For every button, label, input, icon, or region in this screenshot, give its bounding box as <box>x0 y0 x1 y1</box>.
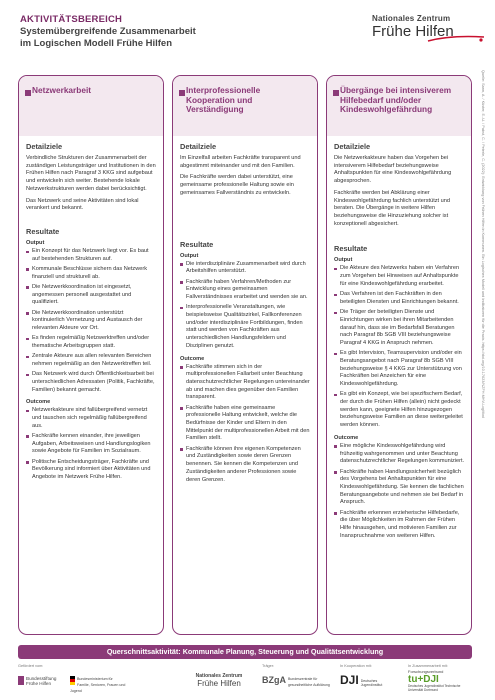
outcome-title: Outcome <box>334 434 359 441</box>
details-paragraph: Verbindliche Strukturen der Zusammenarbeit der zuständigen Leistungsträger und Institutionen in den Frühen Hilfen nach Paragraf 3 KKG sind aufgebaut und entwickeln sich weiter. Bestehende lokale Netzwerkstrukturen werden dabei berücksichtigt. <box>26 155 156 192</box>
area-label: AKTIVITÄTSBEREICH <box>20 14 123 25</box>
coop-label: In Kooperation mit: <box>340 664 372 668</box>
list-item: Zentrale Akteure aus allen relevanten Bereichen nehmen regelmäßig an den Netzwerktreffen teil. <box>26 353 157 368</box>
details-title: Detailziele <box>334 142 371 151</box>
outcome-list <box>180 364 311 485</box>
column-interprofessionelle-kooperation <box>172 75 318 635</box>
dji-logo: DJI Deutsches Jugendinstitut <box>340 673 383 687</box>
bzga-logo: BZgA Bundeszentrale für gesundheitliche Aufklärung <box>262 675 330 687</box>
output-list <box>180 261 311 351</box>
network-group <box>408 664 472 698</box>
list-item: Das Netzwerk wird durch Öffentlichkeitsarbeit bei unterschiedlichen Adressaten (Politik, Fachkräfte, Familien) bekannt gemacht. <box>26 371 157 394</box>
column-header <box>19 76 163 136</box>
details-paragraph: Fachkräfte werden bei Abklärung einer Kindeswohlgefährdung fachlich unterstützt und beraten. Die Übergänge in weitere Hilfen beziehungsweise die Hinzuziehung solcher ist konzeptionell abgesichert. <box>334 189 450 227</box>
carrier-label: Träger: <box>262 664 275 668</box>
outcome-list <box>334 443 465 541</box>
results-title: Resultate <box>180 239 214 249</box>
list-item: Kommunale Beschlüsse sichern das Netzwerk finanziell und strukturell ab. <box>26 266 157 281</box>
details-paragraph: Die Fachkräfte werden dabei unterstützt, eine gemeinsame professionelle Haltung sowie ein gemeinsames Fallverständnis zu entwickeln. <box>180 174 294 196</box>
list-item: Fachkräfte haben Handlungssicherheit bezüglich des Vorgehens bei Anhaltspunkten für eine Kindeswohlgefährdung. Sie kennen die fachlichen Beratungsangebote und nehmen sie bei Bedarf in Anspruch. <box>334 469 465 508</box>
details-paragraph: Im Einzelfall arbeiten Fachkräfte transparent und abgestimmt miteinander und mit den Familien. <box>180 155 301 169</box>
list-item: Eine mögliche Kindeswohlgefährdung wird frühzeitig wahrgenommen und unter Beachtung datenschutzrechtlicher Regelungen kommuniziert. <box>334 443 465 466</box>
list-item: Fachkräfte haben Verfahren/Methoden zur Entwicklung eines gemeinsamen Fallverständnisses erarbeitet und wenden sie an. <box>180 279 311 302</box>
nzfh-footer-logo: Nationales Zentrum Frühe Hilfen <box>195 673 243 688</box>
column-header <box>327 76 471 136</box>
page-header <box>20 14 320 50</box>
page-title: Systemübergreifende Zusammenarbeit im Logischen Modell Frühe Hilfen <box>20 26 196 49</box>
source-credit: Quelle: Sann, A. / Küster, E.-U. / Pabst, C. / Peterle, C. (2022): Entwicklung von Frühen Hilfen in Kommunen. Ein Logisches Modell und Indikatoren für die Praxis. https://doi.org/10.17623/NZFH:MHV-LogMod <box>481 70 485 418</box>
column-title: Netzwerkarbeit <box>32 85 92 95</box>
funder-logo-bmfsfj: Bundesministerium für Familie, Senioren, Frauen und Jugend <box>70 677 126 693</box>
square-bullet-icon <box>333 90 339 96</box>
list-item: Interprofessionelle Veranstaltungen, wie beispielsweise Qualitätszirkel, Fallkonferenzen und/oder interdisziplinäre Fortbildungen, finden statt und werden von Fachkräften aus unterschiedlichen Handlungsfeldern und Disziplinen genutzt. <box>180 304 311 350</box>
bundesstiftung-icon <box>18 676 24 685</box>
list-item: Es gibt ein Konzept, wie bei spezifischem Bedarf, der durch die Frühen Hilfen (allein) nicht gedeckt werden kann, geeignete Hilfen hinzugezogen beziehungsweise Familien an diese weitergeleitet werden können. <box>334 391 465 430</box>
list-item: Fachkräfte kennen einander, ihre jeweiligen Aufgaben, Arbeitsweisen und Handlungslogiken sowie Angebote für Familien im Sozialraum. <box>26 433 157 456</box>
output-title: Output <box>26 240 45 247</box>
output-title: Output <box>334 257 353 264</box>
column-uebergaenge-kindeswohl <box>326 75 472 635</box>
list-item: Fachkräfte erkennen erzieherische Hilfebedarfe, die über Möglichkeiten im Rahmen der Frühen Hilfe hinausgehen, und motivieren Familien zur Inanspruchnahme von weiteren Hilfen. <box>334 510 465 541</box>
details-paragraph: Die Netzwerkakteure haben das Vorgehen bei intensiverem Hilfebedarf beziehungsweise Anhaltspunkten für eine Kindeswohlgefährdung abgesprochen. <box>334 155 452 185</box>
list-item: Die Netzwerkkoordination unterstützt kontinuierlich Vernetzung und Austausch der relevanten Akteure vor Ort. <box>26 310 157 333</box>
funder-logo-bundesstiftung: Bundesstiftung Frühe Hilfen <box>18 676 62 686</box>
details-paragraph: Das Netzwerk und seine Aktivitäten sind lokal verankert und bekannt. <box>26 197 139 212</box>
logo-swoosh-icon <box>426 34 486 44</box>
outcome-title: Outcome <box>26 399 51 406</box>
details-title: Detailziele <box>26 142 63 151</box>
list-item: Es gibt Intervision, Teamsupervision und/oder ein Beratungsangebot nach Paragraf 8b SGB VIII beziehungsweise § 4 KKG zur Unterstützung von Fachkräften bei Anzeichen für eine Kindeswohlgefährdung. <box>334 350 465 389</box>
carrier-group <box>262 664 332 698</box>
square-bullet-icon <box>25 90 31 96</box>
column-netzwerkarbeit <box>18 75 164 635</box>
tu-dji-logo: Forschungsverbund tu+DJI Deutsches Jugendinstitut Technische Universität Dortmund <box>408 669 461 692</box>
output-list <box>334 265 465 429</box>
nzfh-logo: Nationales Zentrum Frühe Hilfen <box>372 14 484 39</box>
crosscutting-banner: Querschnittsaktivität: Kommunale Planung, Steuerung und Qualitätsentwicklung <box>18 645 472 659</box>
list-item: Die interdisziplinäre Zusammenarbeit wird durch Arbeitshilfen unterstützt. <box>180 261 311 276</box>
funder-group <box>18 664 128 698</box>
list-item: Das Verfahren ist den Fachkräften in den beteiligten Diensten und Einrichtungen bekannt. <box>334 291 465 306</box>
column-header <box>173 76 317 136</box>
list-item: Ein Konzept für das Netzwerk liegt vor. Es baut auf bestehenden Strukturen auf. <box>26 248 157 263</box>
list-item: Netzwerkakteure sind fallübergreifend vernetzt und tauschen sich regelmäßig fallübergreifend aus. <box>26 407 157 430</box>
list-item: Die Akteure des Netzwerks haben ein Verfahren zum Vorgehen bei Hinweisen auf Anhaltspunkte für eine Kindeswohlgefährdung erarbeitet. <box>334 265 465 288</box>
outcome-title: Outcome <box>180 355 205 362</box>
outcome-list <box>26 407 157 481</box>
output-list <box>26 248 157 394</box>
list-item: Es finden regelmäßig Netzwerktreffen und/oder thematische Arbeitsgruppen statt. <box>26 335 157 350</box>
list-item: Die Träger der beteiligten Dienste und Einrichtungen wirken bei ihren Mitarbeitenden darauf hin, dass sie im Bedarfsfall Beratungen nach Paragraf 8b SGB VIII beziehungsweise Paragraf 4 KKG in Anspruch nehmen. <box>334 309 465 348</box>
results-title: Resultate <box>26 227 60 237</box>
details-title: Detailziele <box>180 142 217 151</box>
column-title: Übergänge bei intensiverem Hilfebedarf und/oder Kindeswohlgefährdung <box>340 85 452 115</box>
footer-logos <box>18 664 472 698</box>
list-item: Die Netzwerkkoordination ist eingesetzt, angemessen personell ausgestattet und qualifiziert. <box>26 284 157 307</box>
list-item: Fachkräfte können ihre eigenen Kompetenzen und Zuständigkeiten sowie deren Grenzen benennen. Sie kennen die Kompetenzen und Zuständigkeiten anderer Professionen sowie deren Grenzen. <box>180 446 311 485</box>
column-title: Interprofessionelle Kooperation und Verständigung <box>186 85 261 115</box>
square-bullet-icon <box>179 90 185 96</box>
list-item: Fachkräfte haben eine gemeinsame professionelle Haltung entwickelt, welche die Bedürfnisse der Kinder und Eltern in den Mittelpunkt der multiprofessionellen Arbeit mit den Familien stellt. <box>180 405 311 444</box>
network-label: In Zusammenarbeit mit: <box>408 664 448 668</box>
coop-group <box>340 664 396 698</box>
output-title: Output <box>180 252 199 259</box>
list-item: Fachkräfte stimmen sich in der multiprofessionellen Fallarbeit unter Beachtung datenschutzrechtlicher Regelungen untereinander ab und machen dies gegenüber den Familien transparent. <box>180 364 311 403</box>
results-title: Resultate <box>334 244 368 254</box>
list-item: Politische Entscheidungsträger, Fachkräfte und Bevölkerung sind informiert über Aktivitäten und Angebote im Netzwerk Frühe Hilfen. <box>26 459 157 482</box>
federal-eagle-icon <box>70 676 75 685</box>
funded-label: Gefördert vom: <box>18 664 44 668</box>
